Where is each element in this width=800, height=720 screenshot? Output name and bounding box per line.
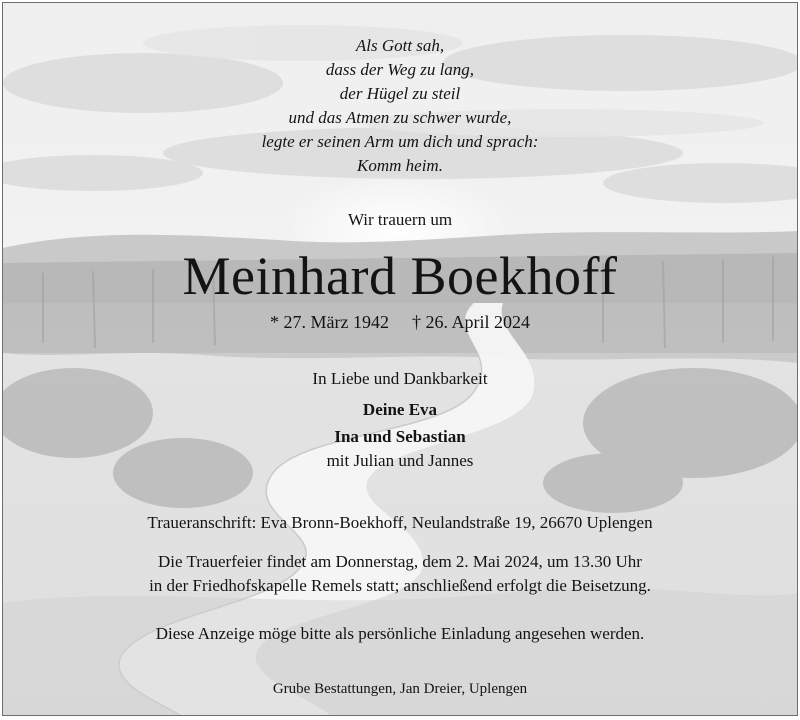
poem-line-4: und das Atmen zu schwer wurde, bbox=[288, 108, 512, 127]
life-dates bbox=[3, 310, 797, 334]
death-date: † 26. April 2024 bbox=[411, 312, 530, 332]
notice-content bbox=[3, 3, 797, 715]
mourner-ina-sebastian: Ina und Sebastian bbox=[334, 427, 466, 446]
poem-line-2: dass der Weg zu lang, bbox=[325, 60, 475, 79]
obituary-notice bbox=[2, 2, 798, 716]
undertaker-credit: Grube Bestattungen, Jan Dreier, Uplengen bbox=[272, 681, 528, 697]
intro-text: Wir trauern um bbox=[347, 210, 453, 229]
mourner-eva: Deine Eva bbox=[362, 400, 438, 419]
ceremony-line-2: in der Friedhofskapelle Remels statt; anschließend erfolgt die Beisetzung. bbox=[149, 576, 651, 595]
ceremony-line-1: Die Trauerfeier findet am Donnerstag, dem 2. Mai 2024, um 13.30 Uhr bbox=[158, 552, 642, 571]
poem-line-3: der Hügel zu steil bbox=[339, 84, 461, 103]
deceased-name: Meinhard Boekhoff bbox=[182, 246, 618, 306]
poem-line-6: Komm heim. bbox=[357, 156, 443, 175]
mourner-grandchildren: mit Julian und Jannes bbox=[326, 451, 474, 470]
poem-line-1: Als Gott sah, bbox=[355, 36, 445, 55]
birth-date: * 27. März 1942 bbox=[270, 312, 389, 332]
poem-line-5: legte er seinen Arm um dich und sprach: bbox=[261, 132, 539, 151]
invitation-note: Diese Anzeige möge bitte als persönliche Einladung angesehen werden. bbox=[155, 624, 645, 643]
mourning-address: Traueranschrift: Eva Bronn-Boekhoff, Neulandstraße 19, 26670 Uplengen bbox=[147, 513, 653, 532]
mourners-lead: In Liebe und Dankbarkeit bbox=[312, 369, 488, 388]
